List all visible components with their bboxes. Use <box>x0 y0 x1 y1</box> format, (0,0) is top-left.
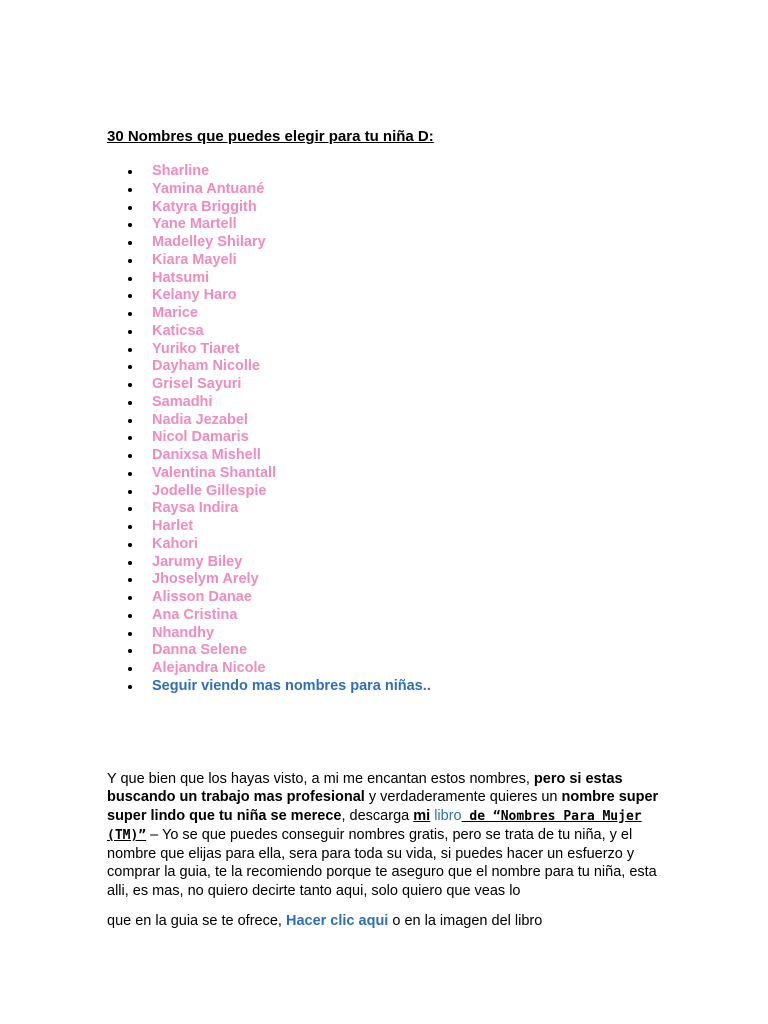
bullet-icon <box>128 649 132 653</box>
name-text: Dayham Nicolle <box>152 358 260 375</box>
bullet-icon <box>128 561 132 565</box>
bullet-icon <box>128 472 132 476</box>
list-item <box>0 323 431 341</box>
name-text: Kelany Haro <box>152 287 237 304</box>
name-text: Samadhi <box>152 393 213 410</box>
bullet-icon <box>128 507 132 511</box>
bullet-icon <box>128 294 132 298</box>
bullet-icon <box>128 365 132 369</box>
paragraph-bold-text: nombre super super lindo que tu niña se merece <box>107 789 659 824</box>
list-item <box>0 394 431 412</box>
name-text: Jodelle Gillespie <box>152 482 267 499</box>
list-item <box>0 642 431 660</box>
bullet-icon <box>128 685 132 689</box>
name-text: Nicol Damaris <box>152 429 249 446</box>
mi-link[interactable]: mi <box>413 807 431 824</box>
list-item <box>0 625 431 643</box>
bullet-icon <box>128 383 132 387</box>
name-text: Hatsumi <box>152 269 210 286</box>
list-item <box>0 607 431 625</box>
paragraph-text: Y que bien que los hayas visto, a mi me encantan estos nombres, <box>107 771 534 787</box>
list-item <box>0 465 431 483</box>
list-item <box>0 376 431 394</box>
bullet-icon <box>128 188 132 192</box>
more-names-label: Seguir viendo mas nombres para niñas.. <box>152 677 431 694</box>
name-text: Nadia Jezabel <box>152 411 248 428</box>
bullet-icon <box>128 632 132 636</box>
name-text: Raysa Indira <box>152 500 239 517</box>
paragraph-text: – Yo se que puedes conseguir nombres gratis, pero se trata de tu niña, y el nombre que elijas para ella, sera para toda su vida, si puedes hacer un esfuerzo y comprar la guia, te la recomiendo porque te aseguro que el nombre para tu niña, esta alli, es mas, no quiero decirte tanto aqui, solo quiero que veas lo <box>107 826 657 899</box>
paragraph-text: y verdaderamente quieres un <box>364 789 562 806</box>
bullet-icon <box>128 525 132 529</box>
name-text: Danna Selene <box>152 642 248 659</box>
bullet-icon <box>128 277 132 281</box>
list-item <box>0 554 431 572</box>
name-text: Kiara Mayeli <box>152 251 237 268</box>
list-item <box>0 500 431 518</box>
name-text: Jhoselym Arely <box>152 571 259 588</box>
bullet-icon <box>128 490 132 494</box>
list-item <box>0 234 431 252</box>
bullet-icon <box>128 223 132 227</box>
bullet-icon <box>128 206 132 210</box>
name-text: Madelley Shilary <box>152 234 266 250</box>
list-item <box>0 447 431 465</box>
bullet-icon <box>128 348 132 352</box>
name-text: Alisson Danae <box>152 589 252 605</box>
list-item <box>0 571 431 589</box>
paragraph-text: o en la imagen del libro <box>388 913 543 929</box>
list-item <box>0 305 431 323</box>
bullet-icon <box>128 419 132 423</box>
name-text: Grisel Sayuri <box>152 376 242 392</box>
list-item <box>0 181 431 199</box>
bullet-icon <box>128 614 132 618</box>
list-item <box>0 287 431 305</box>
bullet-icon <box>128 330 132 334</box>
list-item <box>0 252 431 270</box>
bullet-icon <box>128 241 132 245</box>
names-list <box>0 163 431 696</box>
name-text: Yamina Antuané <box>152 180 265 197</box>
more-names-link[interactable] <box>0 678 431 696</box>
name-text: Alejandra Nicole <box>152 660 266 676</box>
list-item <box>0 483 431 501</box>
paragraph-bold-text: pero si estas buscando un trabajo mas profesional <box>107 771 623 806</box>
bullet-icon <box>128 436 132 440</box>
bullet-icon <box>128 312 132 316</box>
list-item <box>0 341 431 359</box>
bullet-icon <box>128 170 132 174</box>
list-item <box>0 163 431 181</box>
bullet-icon <box>128 596 132 600</box>
name-text: Yane Martell <box>152 216 237 233</box>
list-item <box>0 589 431 607</box>
list-item <box>0 199 431 217</box>
name-text: Sharline <box>152 163 210 179</box>
name-text: Yuriko Tiaret <box>152 340 240 357</box>
list-item <box>0 518 431 536</box>
page-heading: 30 Nombres que puedes elegir para tu niña D: <box>107 128 434 145</box>
name-text: Valentina Shantall <box>152 464 277 481</box>
name-text: Kahori <box>152 535 198 552</box>
list-item <box>0 429 431 447</box>
name-text: Katicsa <box>152 322 204 339</box>
name-text: Katyra Briggith <box>152 198 257 215</box>
libro-link[interactable]: libro <box>434 807 462 824</box>
list-item <box>0 412 431 430</box>
list-item <box>0 216 431 234</box>
list-item <box>0 536 431 554</box>
name-text: Nhandhy <box>152 624 215 641</box>
name-text: Danixsa Mishell <box>152 447 261 463</box>
bullet-icon <box>128 543 132 547</box>
bullet-icon <box>128 578 132 582</box>
list-item <box>0 358 431 376</box>
bullet-icon <box>128 454 132 458</box>
name-text: Ana Cristina <box>152 606 238 623</box>
name-text: Marice <box>152 305 198 321</box>
list-item <box>0 660 431 678</box>
paragraph-text: , descarga <box>341 807 414 824</box>
click-here-link[interactable]: Hacer clic aqui <box>285 913 389 929</box>
promo-paragraph <box>107 770 667 900</box>
paragraph-text: que en la guia se te ofrece, <box>107 913 286 929</box>
cta-paragraph <box>107 913 542 929</box>
list-item <box>0 270 431 288</box>
book-title-link[interactable]: de “Nombres Para Mujer (TM)” <box>107 808 642 843</box>
name-text: Jarumy Biley <box>152 553 243 570</box>
bullet-icon <box>128 259 132 263</box>
name-text: Harlet <box>152 518 194 534</box>
bullet-icon <box>128 667 132 671</box>
bullet-icon <box>128 401 132 405</box>
